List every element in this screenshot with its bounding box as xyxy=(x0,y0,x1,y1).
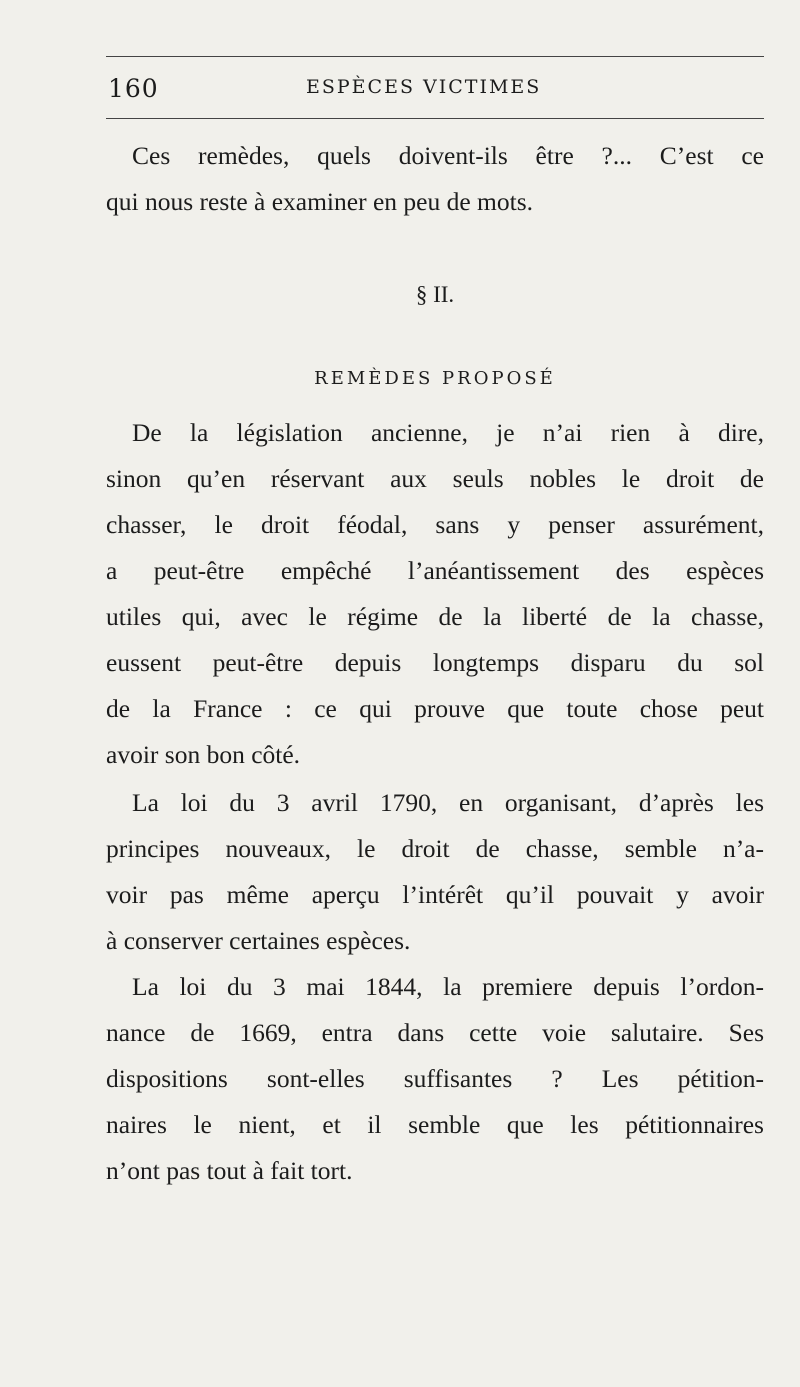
text-line: Ces remèdes, quels doivent-ils être ?... C’est ce xyxy=(132,141,764,170)
text-line: De la législation ancienne, je n’ai rien à dire, xyxy=(132,418,764,447)
text-line: avoir son bon côté. xyxy=(106,740,301,769)
text-line: naires le nient, et il semble que les pétitionnaires xyxy=(106,1110,764,1139)
text-line: chasser, le droit féodal, sans y penser assurément, xyxy=(106,510,764,539)
text-line: La loi du 3 avril 1790, en organisant, d’après les xyxy=(132,788,764,817)
text-line: utiles qui, avec le régime de la liberté de la chasse, xyxy=(106,602,764,631)
text-line: principes nouveaux, le droit de chasse, semble n’a- xyxy=(106,834,764,863)
text-line: nance de 1669, entra dans cette voie salutaire. Ses xyxy=(106,1018,764,1047)
text-line: voir pas même aperçu l’intérêt qu’il pouvait y avoir xyxy=(106,880,764,909)
text-line: dispositions sont-elles suffisantes ? Les pétition- xyxy=(106,1064,764,1093)
text-line: qui nous reste à examiner en peu de mots. xyxy=(106,187,534,216)
text-line: à conserver certaines espèces. xyxy=(106,926,411,955)
page-header xyxy=(106,74,764,108)
text-line: n’ont pas tout à fait tort. xyxy=(106,1156,353,1185)
section-mark: § II. xyxy=(415,282,455,307)
running-title: ESPÈCES VICTIMES xyxy=(306,76,542,98)
text-line: de la France : ce qui prouve que toute chose peut xyxy=(106,694,764,723)
header-bottom-rule xyxy=(106,118,764,119)
page-number: 160 xyxy=(108,74,159,103)
section-title: REMÈDES PROPOSÉ xyxy=(314,368,556,389)
text-line: sinon qu’en réservant aux seuls nobles le droit de xyxy=(106,464,764,493)
text-line: La loi du 3 mai 1844, la premiere depuis l’ordon- xyxy=(132,972,764,1001)
header-top-rule xyxy=(106,56,764,57)
text-line: a peut-être empêché l’anéantissement des espèces xyxy=(106,556,764,585)
text-line: eussent peut-être depuis longtemps disparu du sol xyxy=(106,648,764,677)
